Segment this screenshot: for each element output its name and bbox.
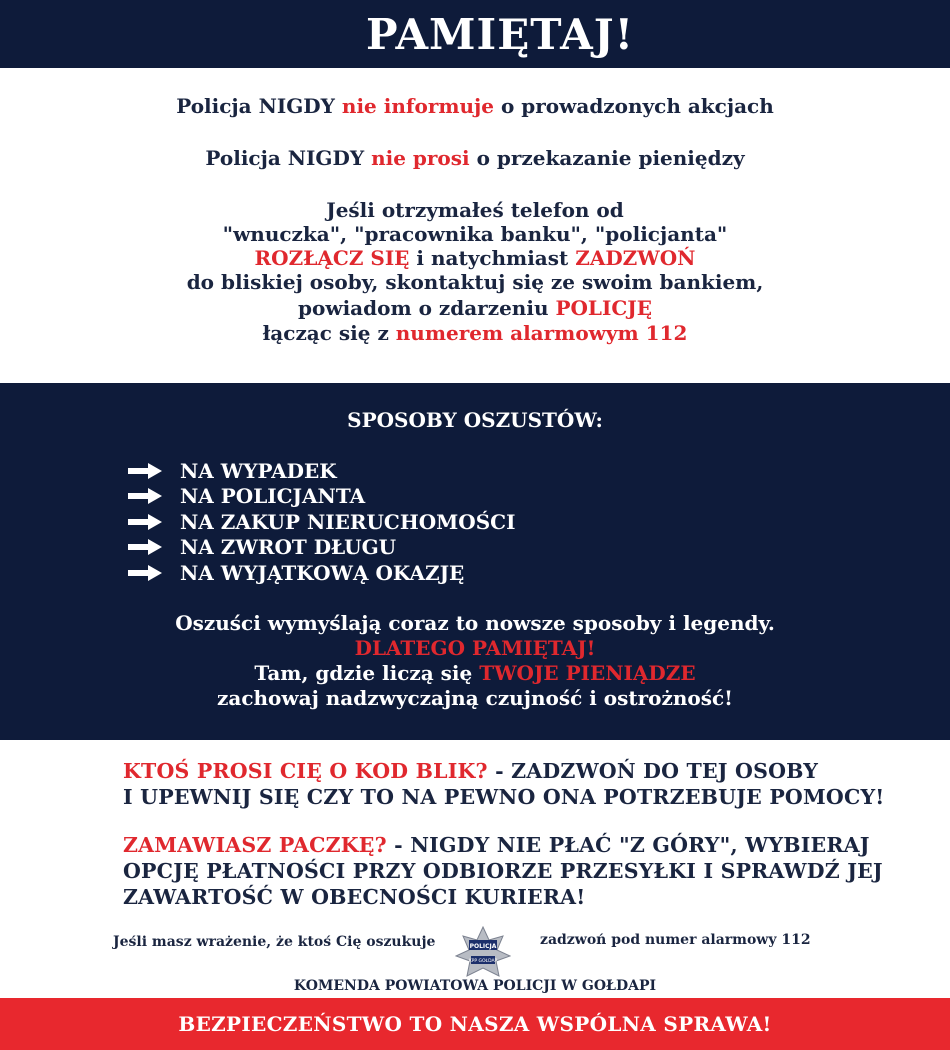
method-label: NA ZAKUP NIERUCHOMOŚCI — [180, 509, 516, 534]
methods-list — [128, 458, 515, 586]
intro-line-3: Jeśli otrzymałeś telefon od — [326, 198, 624, 222]
parcel-line-2: OPCJĘ PŁATNOŚCI PRZY ODBIORZE PRZESYŁKI I SPRAWDŹ JEJ — [123, 859, 883, 883]
methods-note-3-b: TWOJE PIENIĄDZE — [479, 661, 696, 685]
methods-title: SPOSOBY OSZUSTÓW: — [347, 408, 603, 432]
police-unit-name: KOMENDA POWIATOWA POLICJI W GOŁDAPI — [293, 978, 657, 994]
intro-line-2-c: o przekazanie pieniędzy — [469, 146, 745, 170]
intro-line-2 — [0, 146, 950, 170]
list-item — [128, 458, 515, 484]
intro-line-1 — [0, 94, 950, 118]
intro-line-5 — [0, 246, 950, 270]
footer-banner — [0, 998, 950, 1050]
intro-line-7 — [0, 296, 950, 320]
method-label: NA WYPADEK — [180, 458, 337, 483]
blik-line-2: I UPEWNIJ SIĘ CZY TO NA PEWNO ONA POTRZEBUJE POMOCY! — [123, 785, 885, 809]
methods-note-4: zachowaj nadzwyczajną czujność i ostrożność! — [217, 686, 733, 710]
method-label: NA POLICJANTA — [180, 484, 366, 509]
list-item — [128, 484, 515, 510]
intro-line-5-c: ZADZWOŃ — [575, 246, 696, 270]
right-arrow-icon — [128, 565, 162, 581]
list-item — [128, 509, 515, 535]
intro-line-1-a: Policja NIGDY — [176, 94, 342, 118]
blik-question: KTOŚ PROSI CIĘ O KOD BLIK? — [123, 759, 488, 783]
footer-slogan: BEZPIECZEŃSTWO TO NASZA WSPÓLNA SPRAWA! — [178, 1012, 772, 1036]
intro-line-8-b: numerem alarmowym 112 — [395, 321, 688, 345]
method-label: NA WYJĄTKOWĄ OKAZJĘ — [180, 560, 465, 585]
list-item — [128, 535, 515, 561]
badge-bottom-text: KPP GOŁDAP — [468, 959, 498, 964]
intro-line-7-b: POLICJĘ — [555, 296, 652, 320]
parcel-question: ZAMAWIASZ PACZKĘ? — [123, 833, 387, 857]
right-arrow-icon — [128, 488, 162, 504]
intro-line-2-a: Policja NIGDY — [205, 146, 372, 170]
page-title: PAMIĘTAJ! — [365, 9, 635, 59]
right-arrow-icon — [128, 539, 162, 555]
parcel-line-3: ZAWARTOŚĆ W OBECNOŚCI KURIERA! — [123, 885, 586, 909]
intro-line-4: "wnuczka", "pracownika banku", "policjanta" — [222, 222, 728, 246]
list-item — [128, 560, 515, 586]
methods-note-3-a: Tam, gdzie liczą się — [254, 661, 480, 685]
blik-line-1 — [123, 758, 885, 784]
method-label: NA ZWROT DŁUGU — [180, 535, 397, 560]
intro-line-1-c: o prowadzonych akcjach — [494, 94, 774, 118]
police-badge-icon — [455, 926, 511, 978]
blik-answer-a: - ZADZWOŃ DO TEJ OSOBY — [487, 759, 819, 783]
intro-line-7-a: powiadom o zdarzeniu — [298, 296, 556, 320]
badge-top-text: POLICJA — [469, 943, 497, 950]
intro-line-5-b: i natychmiast — [409, 246, 576, 270]
fraud-methods-section — [0, 383, 950, 740]
parcel-line-1 — [123, 832, 883, 858]
intro-line-8-a: łącząc się z — [262, 321, 396, 345]
right-arrow-icon — [128, 514, 162, 530]
methods-note-1: Oszuści wymyślają coraz to nowsze sposoby i legendy. — [175, 611, 775, 635]
intro-section — [0, 68, 950, 383]
blik-warning — [123, 758, 885, 810]
parcel-warning — [123, 832, 883, 910]
intro-line-5-a: ROZŁĄCZ SIĘ — [254, 246, 410, 270]
methods-note-3 — [0, 661, 950, 685]
intro-line-1-b: nie informuje — [341, 94, 495, 118]
right-arrow-icon — [128, 463, 162, 479]
header-bar — [0, 0, 950, 68]
parcel-answer-a: - NIGDY NIE PŁAĆ "Z GÓRY", WYBIERAJ — [386, 833, 870, 857]
methods-note-2: DLATEGO PAMIĘTAJ! — [354, 636, 596, 660]
intro-line-6: do bliskiej osoby, skontaktuj się ze swoim bankiem, — [186, 270, 764, 294]
intro-line-2-b: nie prosi — [371, 146, 470, 170]
footer-right-note: zadzwoń pod numer alarmowy 112 — [540, 932, 811, 948]
intro-line-8 — [0, 321, 950, 345]
footer-left-note: Jeśli masz wrażenie, że ktoś Cię oszukuje — [113, 934, 436, 950]
